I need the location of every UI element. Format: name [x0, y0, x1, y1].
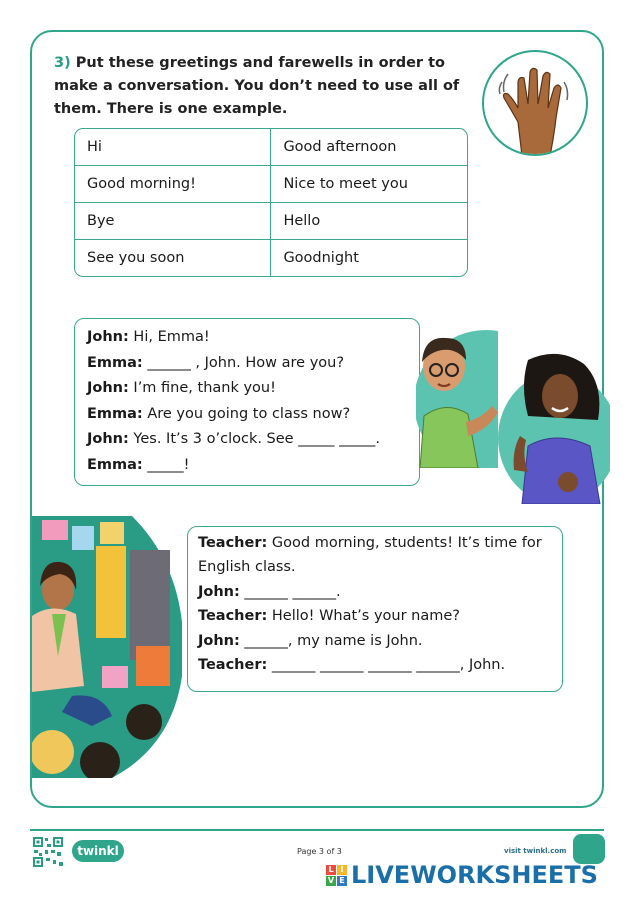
- table-cell: See you soon: [75, 240, 271, 276]
- greetings-table: [74, 128, 468, 277]
- speaker-name: Teacher:: [198, 535, 268, 551]
- table-cell: Goodnight: [283, 250, 359, 266]
- girl-waving-icon: [498, 350, 610, 504]
- liveworksheets-logo[interactable]: [326, 860, 598, 890]
- table-row: [75, 240, 467, 276]
- question-heading: [54, 52, 474, 121]
- table-cell: Good morning!: [75, 166, 271, 203]
- speaker-name: Teacher:: [198, 657, 268, 674]
- waving-hand-icon: [482, 50, 588, 156]
- footer-divider: [30, 829, 604, 831]
- live-letter: L: [326, 865, 336, 875]
- table-cell: Good afternoon: [271, 129, 467, 166]
- dialog-text[interactable]: ______ ______ ______ ______, John.: [267, 657, 506, 674]
- dialog-line: [87, 351, 409, 377]
- dialog-line: [87, 376, 409, 402]
- speaker-name: John:: [87, 380, 129, 397]
- question-text: Put these greetings and farewells in order to make a conversation. You don’t need to use all of them. There is one example.: [54, 55, 460, 117]
- dialog-line: [87, 402, 409, 428]
- dialog-line: [87, 325, 409, 351]
- speaker-name: Emma:: [87, 456, 143, 473]
- speaker-name: John:: [87, 329, 129, 345]
- speaker-name: John:: [198, 632, 240, 649]
- classroom-teacher-icon: [32, 516, 182, 778]
- dialog-text[interactable]: ______ , John. How are you?: [142, 354, 345, 371]
- dialog-text[interactable]: Hi, Emma!: [128, 329, 210, 345]
- live-blocks-icon: [326, 865, 347, 886]
- dialog-text[interactable]: Yes. It’s 3 o’clock. See _____ _____.: [128, 431, 380, 448]
- speaker-name: John:: [198, 583, 240, 600]
- speaker-name: Emma:: [87, 354, 143, 371]
- dialog-john-emma: [74, 318, 420, 486]
- live-letter: I: [337, 865, 347, 875]
- dialog-text[interactable]: Good morning, students! It’s time for English class.: [198, 535, 542, 576]
- live-letter: E: [337, 876, 347, 886]
- dialog-text[interactable]: ______, my name is John.: [239, 632, 423, 649]
- dialog-line: [87, 453, 409, 479]
- table-cell: Bye: [75, 203, 271, 240]
- dialog-line: [198, 531, 552, 580]
- dialog-line: [87, 427, 409, 453]
- table-row: [75, 166, 467, 203]
- table-cell: Hello: [271, 203, 467, 240]
- dialog-text[interactable]: I’m fine, thank you!: [128, 380, 276, 397]
- table-row: [75, 203, 467, 240]
- table-cell: Hi: [75, 129, 271, 166]
- twinkl-logo-text: twinkl: [72, 840, 124, 862]
- dialog-text[interactable]: Hello! What’s your name?: [267, 608, 460, 625]
- speaker-name: John:: [87, 431, 129, 448]
- dialog-line: [198, 653, 552, 677]
- dialog-text[interactable]: Are you going to class now?: [142, 405, 351, 422]
- dialog-line: [198, 580, 552, 604]
- liveworksheets-text: LIVEWORKSHEETS: [351, 861, 598, 889]
- dialog-text[interactable]: ______ ______.: [239, 583, 341, 600]
- table-row: [75, 129, 467, 166]
- page-number: Page 3 of 3: [297, 847, 342, 856]
- dialog-teacher-john: [187, 526, 563, 692]
- speaker-name: Emma:: [87, 405, 143, 422]
- live-letter: V: [327, 875, 335, 885]
- dialog-text[interactable]: _____!: [142, 456, 190, 473]
- twinkl-logo[interactable]: [72, 836, 124, 866]
- dialog-line: [198, 629, 552, 653]
- visit-link[interactable]: visit twinkl.com: [504, 847, 567, 855]
- table-cell: Nice to meet you: [271, 166, 467, 203]
- question-number: 3): [54, 55, 71, 71]
- boy-waving-icon: [416, 326, 498, 468]
- dialog-line: [198, 604, 552, 628]
- qr-code-icon[interactable]: [32, 836, 64, 868]
- speaker-name: Teacher:: [198, 608, 268, 625]
